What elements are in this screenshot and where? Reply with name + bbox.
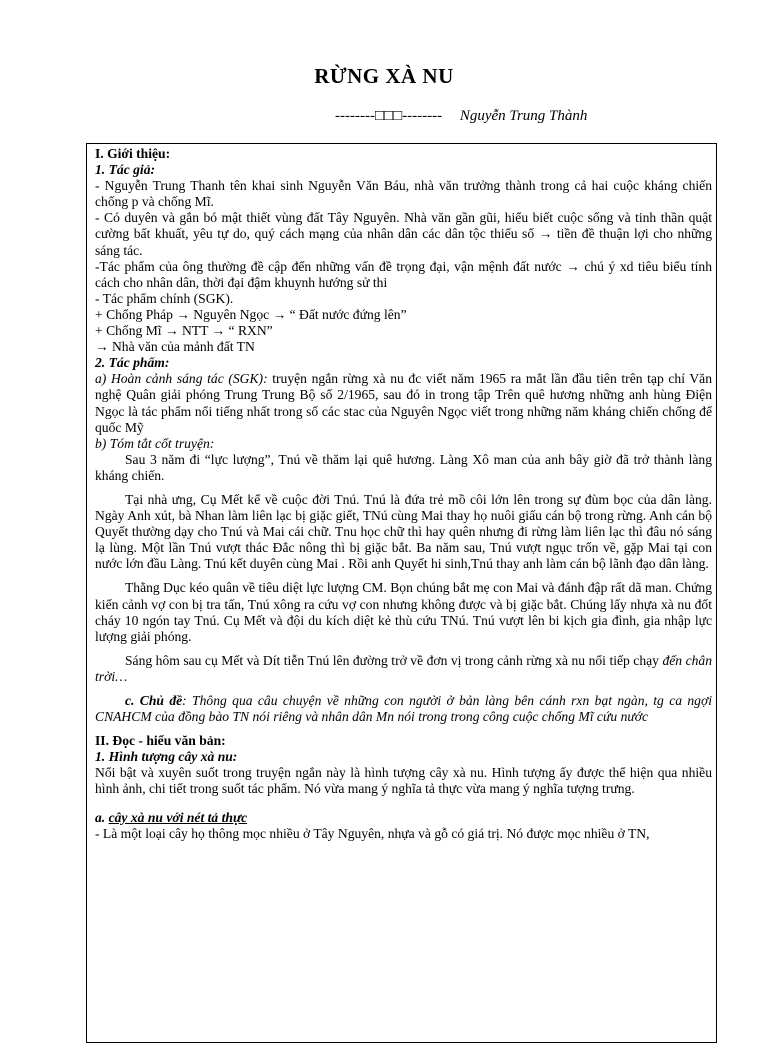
- summary-label: b) Tóm tắt cốt truyện:: [95, 435, 215, 451]
- theme-label: c. Chủ đề: [125, 693, 183, 708]
- theme-paragraph: [95, 693, 712, 725]
- reading-paragraph: Nổi bật và xuyên suốt trong truyện ngắn này là hình tượng cây xà nu. Hình tượng ấy được thể hiện qua nhiều hình ảnh, chi tiết trong suốt tác phẩm. Nó vừa mang ý nghĩa tả thực vừa mang ý nghĩa tượng trưng.: [95, 765, 712, 797]
- author-paragraph: + Chống Pháp → Nguyên Ngọc → “ Đất nước đứng lên”: [95, 306, 407, 322]
- author-paragraph: → Nhà văn của mảnh đất TN: [95, 339, 255, 355]
- author-paragraph: - Tác phẩm chính (SGK).: [95, 290, 234, 306]
- author-paragraph: - Nguyễn Trung Thanh tên khai sinh Nguyễn Văn Báu, nhà văn trưởng thành trong cả hai cuộc kháng chiến chống p và chống Mĩ.: [95, 178, 712, 210]
- content-box: [86, 143, 717, 1043]
- subsection-heading-author: 1. Tác giả:: [95, 162, 156, 178]
- author-paragraph: + Chống Mĩ → NTT → “ RXN”: [95, 323, 273, 339]
- author-name: Nguyễn Trung Thành: [459, 108, 588, 124]
- subtitle-dashes: --------□□□--------: [335, 108, 443, 124]
- subsection-label: cây xà nu với nét tả thực: [108, 809, 248, 825]
- summary-paragraph: Tại nhà ưng, Cụ Mết kể về cuộc đời Tnú. Tnú là đứa trẻ mồ côi lớn lên trong sự đùm bọc của dân làng. Ngày Anh xút, bà Nhan làm liên lạc bị giặc giết, TNú cùng Mai thay họ nuôi giấu cán bộ trong rừng. Anh cán bộ Quyết thường dạy cho Tnú và Mai cái chữ. Tnu học chữ thì hay quên nhưng đi rừng làm liên lạc thì đâu nó sáng lạ lùng. Một lần Tnú vượt thác Đắc nông thì bị giặc bắt. Ba năm sau, Tnú vượt ngục trốn về, gặp Mai tại con nước lớn đầu Làng. Tnú kết duyên cùng Mai . Rồi anh Quyết hi sinh,Tnú thay anh làm cán bộ lãnh đạo dân làng.: [95, 491, 712, 572]
- subsection-heading-tree: 1. Hình tượng cây xà nu:: [95, 749, 238, 765]
- author-paragraph: -Tác phẩm của ông thường đề cập đến những vấn đề trọng đại, vận mệnh đất nước → chú ý xd tiêu biểu tính cách cho nhân dân, thời đại đậm khuynh hướng sử thi: [95, 258, 712, 290]
- subsection-prefix: a.: [95, 809, 109, 825]
- section-heading-reading: II. Đọc - hiểu văn bản:: [95, 733, 226, 749]
- document-title: RỪNG XÀ NU: [314, 64, 454, 88]
- subsection-heading-work: 2. Tác phẩm:: [95, 355, 170, 371]
- author-paragraph: - Có duyên và gắn bó mật thiết vùng đất Tây Nguyên. Nhà văn gần gũi, hiểu biết cuộc sống và tinh thần quật cường bất khuất, yêu tự do, quý cách mạng của nhân dân các dân tộc thiểu số → tiền đề thuận lợi cho những sáng tác.: [95, 210, 712, 258]
- section-heading-intro: I. Giới thiệu:: [95, 146, 171, 161]
- context-text: truyện ngắn rừng xà nu đc viết năm 1965 ra mắt lần đầu tiên trên tạp chí Văn nghệ Quân giải phóng Trung Trung Bộ số 2/1965, sau đó in trong tập Trên quê hương những anh hùng Điện Ngọc là tác phẩm nổi tiếng nhất trong số các stac của Nguyên Ngọc viết trong những năm kháng chiến chống đế quốc Mỹ: [95, 371, 713, 435]
- summary-paragraph: Thằng Dục kéo quân về tiêu diệt lực lượng CM. Bọn chúng bắt mẹ con Mai và đánh đập rất dã man. Chứng kiến cảnh vợ con bị tra tấn, Tnú xông ra cứu vợ con nhưng không được và bị giặc bắt. Chúng lấy nhựa xà nu đốt cháy 10 ngón tay Tnú. Cụ Mết và đội du kích diệt kẻ thù cứu TNú. Tnú vượt lên bi kịch gia đình, gia nhập lực lượng giải phóng.: [95, 580, 712, 644]
- summary-text: Sáng hôm sau cụ Mết và Dít tiễn Tnú lên đường trở về đơn vị trong cảnh rừng xà nu nối tiếp chạy: [125, 652, 663, 668]
- subsection-heading-realistic: [95, 810, 712, 826]
- theme-text: : Thông qua câu chuyện về những con người ở bản làng bên cánh rxn bạt ngàn, tg ca ngợi CNAHCM của đồng bào TN nói riêng và nhân dân Mn nói trong trong công cuộc chống Mĩ cứu nước: [95, 693, 712, 725]
- summary-paragraph: Sau 3 năm đi “lực lượng”, Tnú về thăm lại quê hương. Làng Xô man của anh bây giờ đã trở thành làng kháng chiến.: [95, 451, 712, 483]
- reading-paragraph: - Là một loại cây họ thông mọc nhiều ở Tây Nguyên, nhựa và gỗ có giá trị. Nó được mọc nhiều ở TN,: [95, 825, 650, 841]
- subtitle-line: [335, 108, 587, 125]
- context-label: a) Hoàn cảnh sáng tác (SGK):: [95, 371, 268, 387]
- summary-paragraph: [95, 653, 712, 685]
- context-paragraph: [95, 371, 712, 435]
- summary-text-italic: đến chân trời…: [95, 652, 712, 684]
